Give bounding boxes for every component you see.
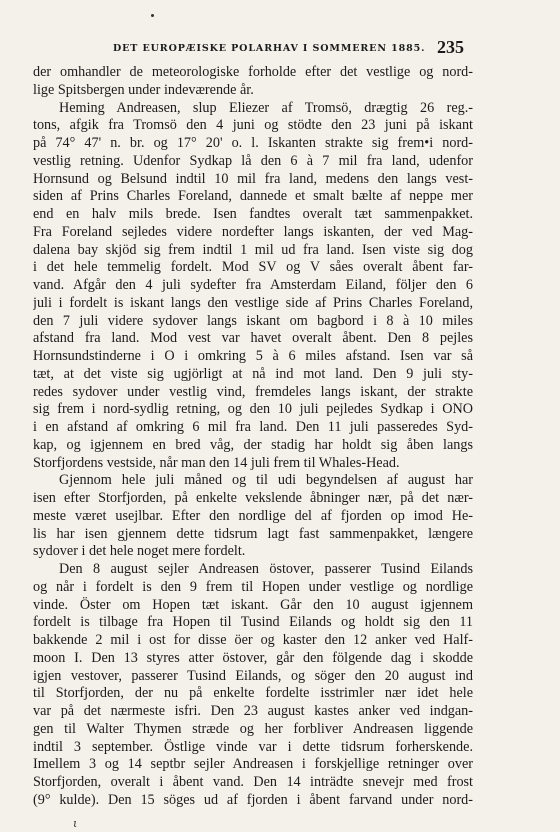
text-line: i en afstand af omkring 6 mil fra land. Den 11 juli passeredes Syd- (33, 419, 473, 435)
text-line: vand. Afgår den 4 juli sydefter fra Amsterdam Eiland, följer den 6 (33, 277, 473, 293)
text-line: redes sydover under vestlig vind, fremdeles langs iskant, der strakte (33, 383, 473, 400)
text-line: bakkende 2 mil i ost for disse öer og kaster den 12 anker ved Half- (33, 632, 473, 648)
text-line: moon I. Den 13 styres atter östover, går den fölgende dag i skodde (33, 649, 473, 666)
body-text (33, 64, 473, 810)
text-line: juli i fordelt is iskant langs den vestlige side af Prins Charles Foreland, (33, 294, 473, 311)
text-line: vestlig retning. Udenfor Sydkap lå den 6 à 7 mil fra land, udenfor (33, 152, 473, 169)
text-line: Fra Foreland sejledes videre nordefter langs iskanten, der ved Mag- (33, 223, 473, 240)
text-line: der omhandler de meteorologiske forholde efter det vestlige og nord- (33, 64, 473, 80)
text-line: til Storfjorden, der nu på enkelte fordelte isstrimler nær idet hele (33, 685, 473, 702)
print-mark: ι (73, 817, 78, 830)
text-line: dalena bay skjöd sig frem indtil 1 mil ud fra land. Isen viste sig dog (33, 241, 473, 258)
text-line: Hornsundstinderne i O i omkring 5 à 6 miles afstand. Isen var så (33, 348, 473, 364)
text-line: lige Spitsbergen under indeværende år. (33, 81, 254, 98)
text-line: afstand fra land. Mod vest var havet overalt åbent. Den 8 pejles (33, 330, 473, 347)
text-line: indtil 3 september. Östlige vinde var i dette tidsrum forherskende. (33, 738, 473, 755)
text-line: end en halv mils brede. Isen fandtes overalt tæt sammenpakket. (33, 206, 473, 222)
text-line: sig frem i nord-sydlig retning, og den 10 juli pejledes Sydkap i ONO (33, 401, 473, 418)
text-line: igjen vestover, passerer Tusind Eilands, og söger den 20 august ind (33, 667, 473, 684)
text-line: Heming Andreasen, slup Eliezer af Tromsö, drægtig 26 reg.- (59, 99, 473, 116)
text-line: (9° kulde). Den 15 söges ud af fjorden i åbent farvand under nord- (33, 791, 473, 808)
text-line: Gjennom hele juli måned og til udi begyndelsen af august har (59, 472, 473, 489)
text-line: Storfjorden, overalt i åbent vand. Den 14 inträdte snevejr med frost (33, 774, 473, 790)
text-line: Hornsund og Belsund indtil 10 mil fra land, medens den langs vest- (33, 170, 473, 187)
running-header: DET EUROPÆISKE POLARHAV I SOMMEREN 1885. (113, 43, 426, 54)
text-line: vinde. Öster om Hopen tæt iskant. Går den 10 august igjennem (33, 596, 473, 613)
text-line: og når i fordelt is den 9 frem til Hopen under vestlige og nordlige (33, 578, 473, 595)
text-line: tæt, at det viste sig ugjörligt at nå ind mot land. Den 9 juli sty- (33, 365, 473, 382)
text-line: Den 8 august sejler Andreasen östover, passerer Tusind Eilands (59, 561, 473, 577)
text-line: sydover i det hele noget mere fordelt. (33, 543, 246, 560)
text-line: var på det nærmeste isfri. Den 23 august kastes anker ved indgan- (33, 703, 473, 719)
text-line: gen til Walter Thymen stræde og her forbliver Andreasen liggende (33, 720, 473, 737)
text-line: Imellem 3 og 14 septbr sejler Andreasen i forskjellige retninger over (33, 756, 473, 773)
text-line: den 7 juli videre sydover langs iskant om bagbord i 8 à 10 miles (33, 312, 473, 329)
text-line: tons, afgik fra Tromsö den 4 juni og stödte den 23 juni på iskant (33, 117, 473, 134)
text-line: fordelt is tilbage fra Hopen til Tusind Eilands og holdt sig den 11 (33, 614, 473, 631)
print-speck (151, 14, 154, 17)
page-number: 235 (437, 37, 464, 57)
text-line: Storfjordens vestside, når man den 14 juli frem til Whales-Head. (33, 454, 400, 471)
text-line: på 74° 47' n. br. og 17° 20' o. l. Iskanten strakte sig frem•i nord- (33, 135, 473, 151)
text-line: meste været usejlbar. Efter den nordlige del af fjorden op imod He- (33, 507, 473, 524)
text-line: siden af Prins Charles Foreland, dannede et smalt bælte af neppe mer (33, 188, 473, 205)
text-line: kap, og igjennem en bred våg, der stadig har holdt sig åben langs (33, 436, 473, 453)
text-line: i det hele temmelig fordelt. Mod SV og V såes overalt åbent far- (33, 259, 473, 276)
text-line: lis har isen gjennem dette tidsrum lagt fast sammenpakket, længere (33, 525, 473, 542)
text-line: isen efter Storfjorden, på enkelte vekslende åbninger nær, på det nær- (33, 490, 473, 506)
